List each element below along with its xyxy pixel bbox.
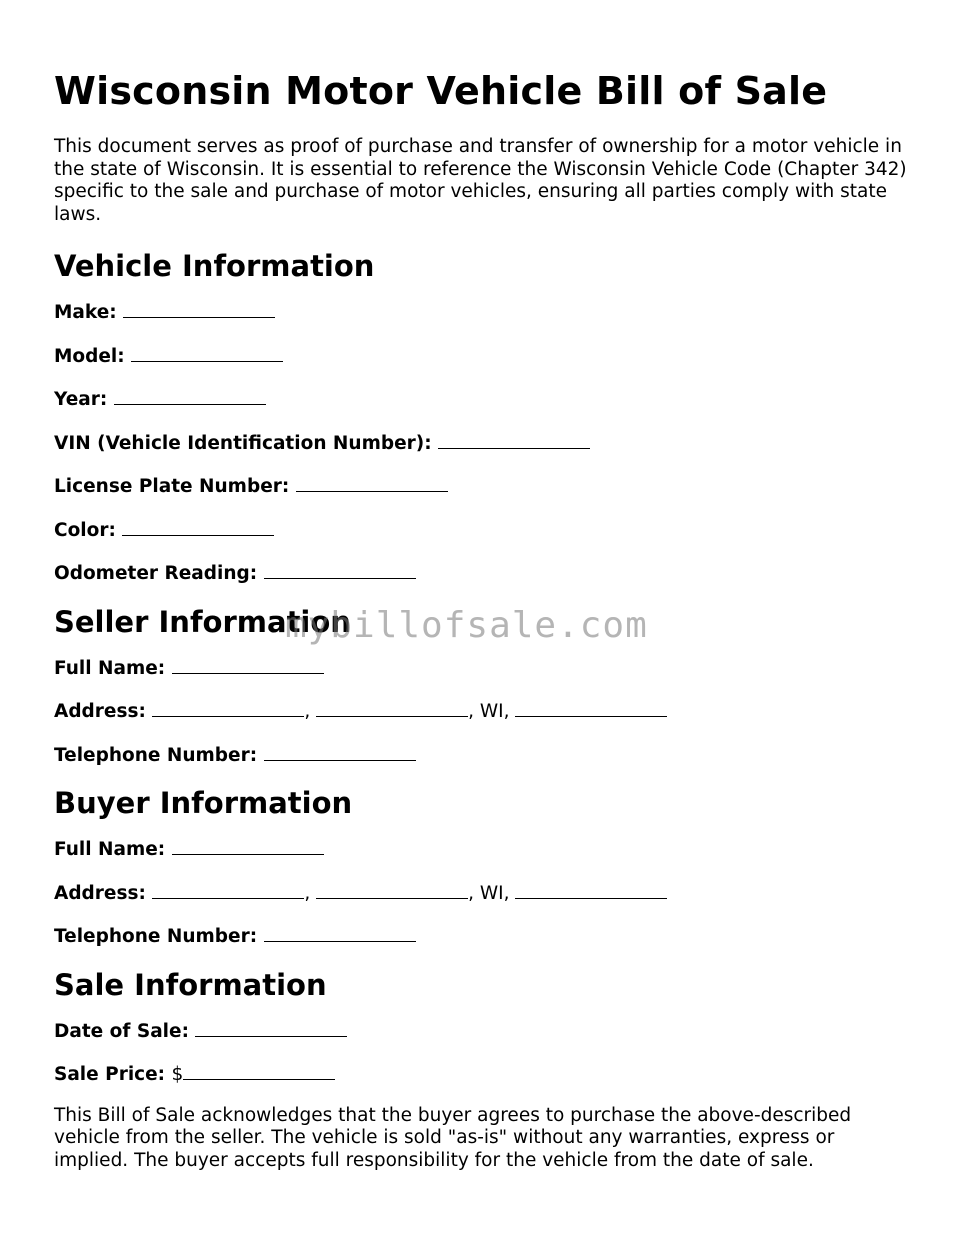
buyer-phone-label: Telephone Number: — [54, 926, 264, 947]
make-label: Make: — [54, 302, 124, 323]
odometer-label: Odometer Reading: — [54, 563, 264, 584]
seller-name-blank[interactable] — [172, 655, 324, 674]
color-label: Color: — [54, 519, 123, 541]
seller-name-field — [54, 655, 914, 681]
sale-date-field — [54, 1018, 914, 1044]
color-blank[interactable] — [122, 517, 274, 536]
seller-street-blank[interactable] — [152, 698, 304, 717]
odometer-blank[interactable] — [264, 560, 416, 579]
vin-field — [54, 430, 914, 456]
seller-phone-field — [54, 742, 914, 768]
buyer-address-field — [54, 880, 914, 906]
year-field — [54, 386, 914, 412]
buyer-address-label: Address: — [54, 882, 153, 904]
buyer-section — [54, 785, 914, 949]
vehicle-section — [54, 248, 914, 586]
seller-name-label: Full Name: — [54, 657, 172, 679]
currency-symbol: $ — [171, 1064, 184, 1085]
model-field — [54, 343, 914, 369]
buyer-state-text: , WI, — [468, 882, 516, 904]
watermark: mybillofsale.com — [285, 605, 648, 646]
seller-state-text: , WI, — [468, 701, 516, 722]
sale-price-field — [54, 1061, 914, 1087]
buyer-street-blank[interactable] — [152, 880, 304, 899]
seller-address-comma: , — [304, 701, 317, 722]
seller-heading: Seller Information — [54, 604, 351, 639]
document-page — [54, 66, 914, 1172]
year-blank[interactable] — [114, 386, 266, 405]
vin-label: VIN (Vehicle Identification Number): — [54, 432, 439, 454]
closing-paragraph: This Bill of Sale acknowledges that the buyer agrees to purchase the above-described vehicle from the seller. The vehicle is sold "as-is" without any warranties, express or implied. The buyer accepts full responsibility for the vehicle from the date of sale. — [54, 1104, 852, 1171]
model-label: Model: — [54, 345, 132, 367]
year-label: Year: — [54, 389, 114, 410]
sale-date-label: Date of Sale: — [54, 1020, 196, 1042]
intro-paragraph: This document serves as proof of purchase and transfer of ownership for a motor vehicle in the state of Wisconsin. It is essential to reference the Wisconsin Vehicle Code (Chapter 342) specific to the sale and purchase of motor vehicles, ensuring all parties comply with state laws. — [54, 136, 907, 225]
plate-field — [54, 473, 914, 499]
buyer-city-blank[interactable] — [316, 880, 468, 899]
buyer-zip-blank[interactable] — [515, 880, 667, 899]
plate-blank[interactable] — [296, 473, 448, 492]
seller-phone-blank[interactable] — [264, 742, 416, 761]
vin-blank[interactable] — [438, 430, 590, 449]
model-blank[interactable] — [131, 343, 283, 362]
seller-address-label: Address: — [54, 701, 153, 722]
sale-heading: Sale Information — [54, 967, 327, 1002]
seller-zip-blank[interactable] — [515, 698, 667, 717]
seller-phone-label: Telephone Number: — [54, 744, 264, 766]
buyer-name-field — [54, 836, 914, 862]
buyer-phone-field — [54, 923, 914, 949]
make-blank[interactable] — [123, 299, 275, 318]
seller-section — [54, 604, 914, 768]
buyer-name-label: Full Name: — [54, 839, 172, 860]
buyer-phone-blank[interactable] — [264, 923, 416, 942]
sale-date-blank[interactable] — [195, 1018, 347, 1037]
buyer-heading: Buyer Information — [54, 786, 353, 820]
sale-price-label: Sale Price: — [54, 1064, 172, 1085]
plate-label: License Plate Number: — [54, 476, 296, 497]
sale-price-blank[interactable] — [183, 1061, 335, 1080]
buyer-name-blank[interactable] — [172, 836, 324, 855]
vehicle-heading: Vehicle Information — [54, 249, 375, 283]
document-title: Wisconsin Motor Vehicle Bill of Sale — [54, 69, 828, 113]
seller-city-blank[interactable] — [316, 698, 468, 717]
buyer-address-comma: , — [304, 882, 317, 904]
color-field — [54, 517, 914, 543]
make-field — [54, 299, 914, 325]
sale-section — [54, 967, 914, 1088]
seller-address-field — [54, 698, 914, 724]
odometer-field — [54, 560, 914, 586]
